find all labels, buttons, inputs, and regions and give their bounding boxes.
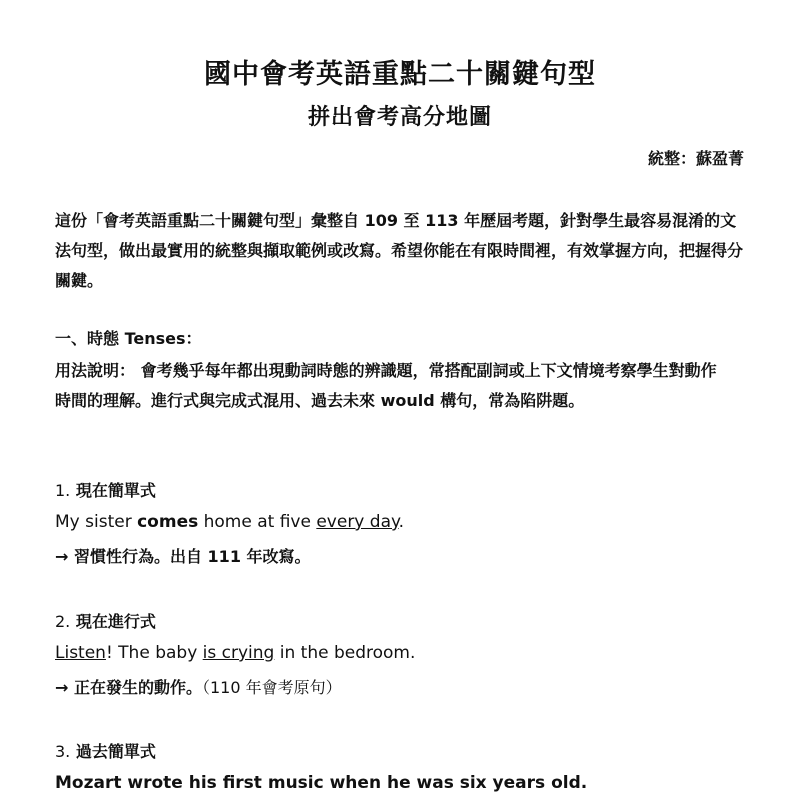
usage-explanation: 用法說明： 會考幾乎每年都出現動詞時態的辨識題，常搭配副詞或上下文情境考察學生對動作時間的理解。進行式與完成式混用、過去未來 would 構句，常為陷阱題。 <box>55 361 717 410</box>
note-source: （110 年會考原句） <box>201 678 342 697</box>
section-heading-tenses: 一、時態 Tenses： <box>55 329 202 348</box>
example-sentence-2 <box>55 643 415 663</box>
example-text: My sister <box>55 512 138 532</box>
example-text: in the bedroom. <box>274 643 416 663</box>
document-subtitle: 拼出會考高分地圖 <box>307 105 492 130</box>
example-note-2 <box>55 675 342 698</box>
intro-paragraph: 這份「會考英語重點二十關鍵句型」彙整自 109 至 113 年歷屆考題，針對學生最容易混淆的文法句型，做出最實用的統整與擷取範例或改寫。希望你能在有限時間裡，有效掌握方向，把握得分關鍵。 <box>55 211 744 290</box>
document-title: 國中會考英語重點二十關鍵句型 <box>204 59 596 90</box>
example-text: ! The baby <box>105 643 203 663</box>
item-number: 1. <box>55 481 71 500</box>
example-verb: comes <box>137 512 199 532</box>
item-number: 2. <box>55 612 71 631</box>
example-text: . <box>398 512 405 532</box>
item-title-text: 現在進行式 <box>75 612 156 631</box>
example-time-marker: every day <box>316 512 399 532</box>
item-title-present-simple <box>55 478 156 501</box>
author-credit: 統整：蘇盈菁 <box>647 149 744 168</box>
example-time-marker: Listen <box>55 643 106 663</box>
item-title-past-simple <box>55 739 156 762</box>
example-verb: is crying <box>202 643 275 663</box>
item-title-text: 過去簡單式 <box>75 742 156 761</box>
example-sentence-3: Mozart wrote his first music when he was six years old. <box>55 773 588 793</box>
example-sentence-1 <box>55 512 404 532</box>
note-text: → 正在發生的動作。 <box>55 678 202 697</box>
example-note-1: → 習慣性行為。出自 111 年改寫。 <box>55 547 311 566</box>
example-text: home at five <box>198 512 317 532</box>
item-title-present-progressive <box>55 609 156 632</box>
item-number: 3. <box>55 742 71 761</box>
item-title-text: 現在簡單式 <box>75 481 156 500</box>
